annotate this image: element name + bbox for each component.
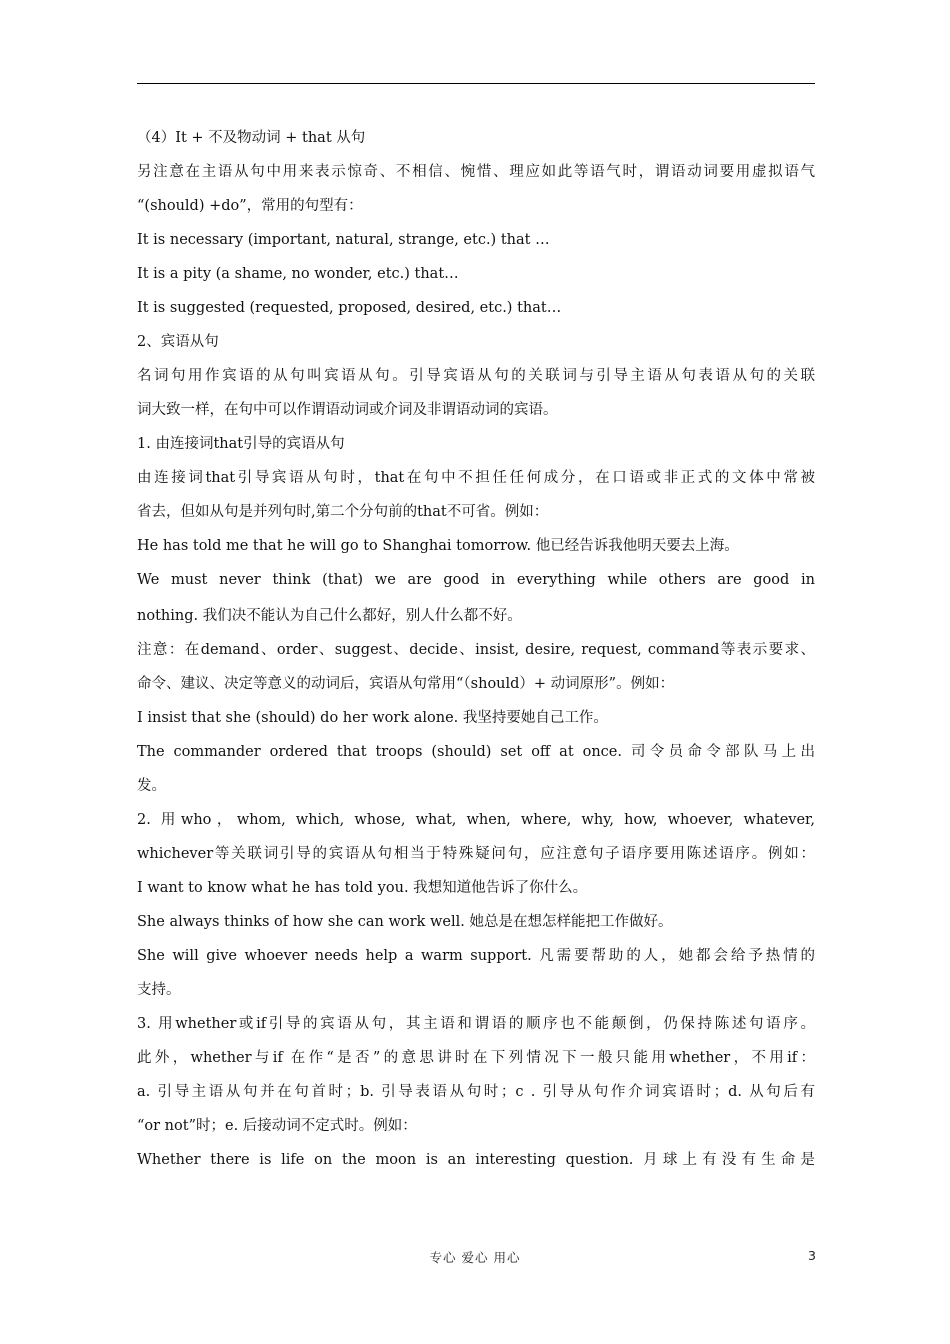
subheading: 2. 用who，whom, which, whose, what, when, where, why, how, whoever, whatever, — [137, 812, 815, 828]
note-line: 注意：在demand、order、suggest、decide、insist, desire, request, command等表示要求、 — [137, 642, 815, 658]
subheading: 1. 由连接词that引导的宾语从句 — [137, 436, 345, 452]
example-line: She will give whoever needs help a warm support. 凡需要帮助的人，她都会给予热情的 — [137, 948, 815, 964]
text-line: whichever等关联词引导的宾语从句相当于特殊疑问句，应注意句子语序要用陈述语序。例如： — [137, 846, 815, 862]
example-line: 支持。 — [137, 982, 181, 998]
page-number: 3 — [808, 1248, 816, 1263]
text-line: 词大致一样，在句中可以作谓语动词或介词及非谓语动词的宾语。 — [137, 402, 558, 418]
example-line: Whether there is life on the moon is an interesting question. 月球上有没有生命是 — [137, 1152, 815, 1168]
text-line: 名词句用作宾语的从句叫宾语从句。引导宾语从句的关联词与引导主语从句表语从句的关联 — [137, 368, 815, 384]
text-line: “or not”时；e. 后接动词不定式时。例如： — [137, 1118, 417, 1134]
footer-motto: 专心 爱心 用心 — [429, 1250, 521, 1265]
section-heading: 2、宾语从句 — [137, 334, 219, 350]
note-line: 命令、建议、决定等意义的动词后，宾语从句常用“（should）+ 动词原形”。例如： — [137, 676, 675, 692]
example-line: nothing. 我们决不能认为自己什么都好，别人什么都不好。 — [137, 608, 522, 624]
text-line: 省去，但如从句是并列句时,第二个分句前的that不可省。例如： — [137, 504, 549, 520]
text-line: 此外，whether与if 在作“是否”的意思讲时在下列情况下一般只能用whether，不用if： — [137, 1050, 815, 1066]
text-line: （4）It + 不及物动词 + that 从句 — [137, 130, 366, 146]
text-line: It is necessary (important, natural, strange, etc.) that … — [137, 232, 550, 248]
example-line: I want to know what he has told you. 我想知道他告诉了你什么。 — [137, 880, 588, 896]
example-line: He has told me that he will go to Shanghai tomorrow. 他已经告诉我他明天要去上海。 — [137, 538, 739, 554]
example-line: The commander ordered that troops (should) set off at once. 司令员命令部队马上出 — [137, 744, 815, 760]
example-line: 发。 — [137, 778, 166, 794]
text-line: It is suggested (requested, proposed, desired, etc.) that… — [137, 300, 562, 316]
text-line: It is a pity (a shame, no wonder, etc.) that… — [137, 266, 459, 282]
text-line: 由连接词that引导宾语从句时，that在句中不担任任何成分，在口语或非正式的文体中常被 — [137, 470, 815, 486]
text-line: “(should) +do”，常用的句型有： — [137, 198, 363, 214]
header-rule — [137, 83, 815, 84]
text-line: a. 引导主语从句并在句首时；b. 引导表语从句时；c . 引导从句作介词宾语时；d. 从句后有 — [137, 1084, 815, 1100]
document-body — [137, 121, 815, 1177]
example-line: We must never think (that) we are good in everything while others are good in — [137, 572, 815, 588]
example-line: She always thinks of how she can work well. 她总是在想怎样能把工作做好。 — [137, 914, 673, 930]
subheading: 3. 用whether或if引导的宾语从句，其主语和谓语的顺序也不能颠倒，仍保持陈述句语序。 — [137, 1016, 815, 1032]
text-line: 另注意在主语从句中用来表示惊奇、不相信、惋惜、理应如此等语气时，谓语动词要用虚拟语气 — [137, 164, 815, 180]
example-line: I insist that she (should) do her work alone. 我坚持要她自己工作。 — [137, 710, 608, 726]
